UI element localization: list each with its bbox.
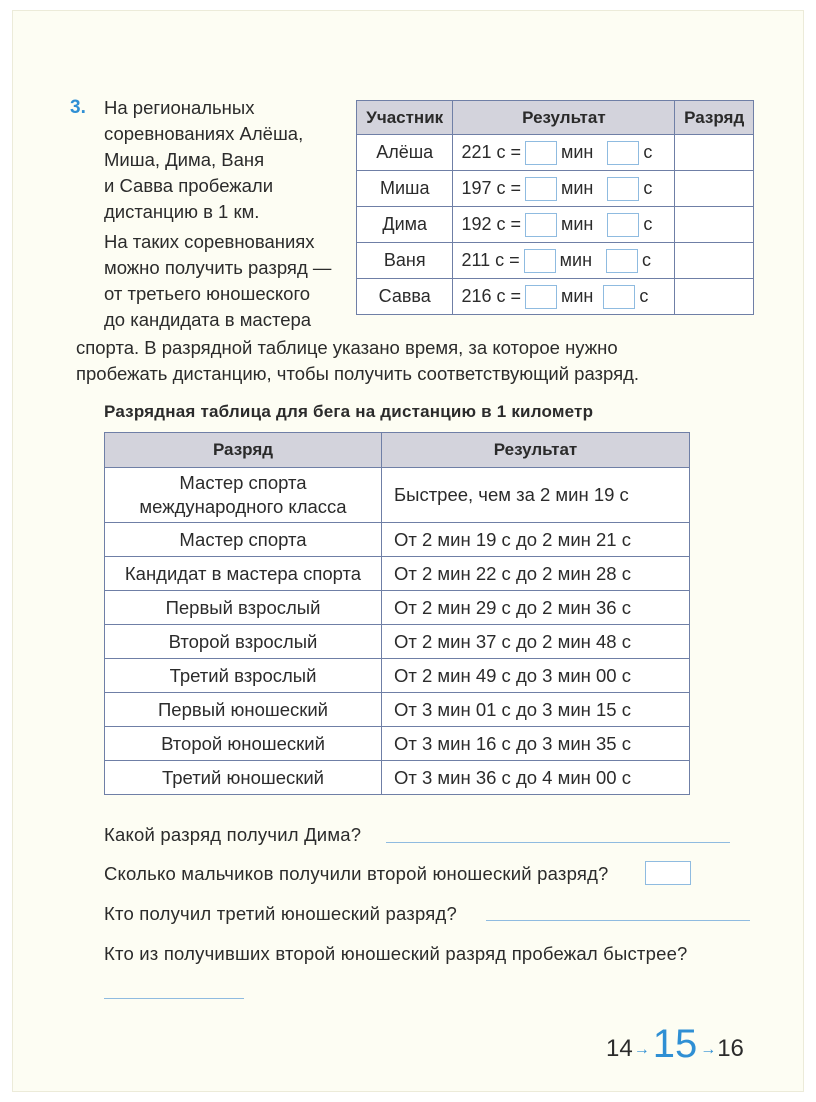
rank-result: От 3 мин 16 с до 3 мин 35 с <box>382 727 690 761</box>
intro-line: На региональных <box>104 97 255 118</box>
arrow-right-icon: → <box>633 1041 650 1058</box>
question-3: Кто получил третий юношеский разряд? <box>104 903 457 924</box>
participants-header-row <box>357 101 754 135</box>
participant-name: Миша <box>357 171 453 207</box>
intro-line: На таких соревнованиях <box>104 231 315 252</box>
table-row <box>357 171 754 207</box>
rank-name-line: Мастер спорта <box>179 472 307 493</box>
table-row <box>105 727 690 761</box>
sec-label: с <box>643 214 653 234</box>
header-rank: Разряд <box>105 433 382 468</box>
seconds-value: 197 с = <box>461 178 521 198</box>
sec-label: с <box>643 142 653 162</box>
rank-header-row <box>105 433 690 468</box>
intro-line: можно получить разряд — <box>104 257 332 278</box>
task-number: 3. <box>70 97 86 118</box>
intro-line: до кандидата в мастера <box>104 309 312 330</box>
rank-result: От 2 мин 37 с до 2 мин 48 с <box>382 625 690 659</box>
sec-label: с <box>643 178 653 198</box>
next-page-number[interactable]: 16 <box>717 1035 744 1062</box>
rank-input-cell[interactable] <box>675 279 754 315</box>
sec-label: с <box>642 250 652 270</box>
table-row <box>105 557 690 591</box>
rank-input-cell[interactable] <box>675 171 754 207</box>
rank-result: От 3 мин 01 с до 3 мин 15 с <box>382 693 690 727</box>
table-row <box>357 207 754 243</box>
prev-page-number[interactable]: 14 <box>606 1035 633 1062</box>
header-participant: Участник <box>357 101 453 135</box>
table-row <box>105 693 690 727</box>
rank-table-title: Разрядная таблица для бега на дистанцию в 1 километр <box>104 402 594 421</box>
rank-name: Кандидат в мастера спорта <box>105 557 382 591</box>
rank-result: От 2 мин 49 с до 3 мин 00 с <box>382 659 690 693</box>
current-page-number: 15 <box>652 1022 698 1066</box>
question-4: Кто из получивших второй юношеский разряд пробежал быстрее? <box>104 943 688 964</box>
rank-input-cell[interactable] <box>675 207 754 243</box>
text-line: пробежать дистанцию, чтобы получить соответствующий разряд. <box>76 363 640 384</box>
table-row <box>357 279 754 315</box>
seconds-input-box[interactable] <box>607 177 639 201</box>
min-label: мин <box>560 286 594 306</box>
minutes-input-box[interactable] <box>525 213 557 237</box>
answer-line-1[interactable] <box>386 842 730 843</box>
participant-name: Ваня <box>357 243 453 279</box>
question-1: Какой разряд получил Дима? <box>104 824 362 845</box>
rank-name <box>105 468 382 523</box>
arrow-right-icon: → <box>700 1041 717 1058</box>
seconds-input-box[interactable] <box>606 249 638 273</box>
minutes-input-box[interactable] <box>524 249 556 273</box>
answer-box-2[interactable] <box>645 861 691 885</box>
rank-name: Первый юношеский <box>105 693 382 727</box>
result-cell <box>453 171 675 207</box>
rank-result: От 2 мин 22 с до 2 мин 28 с <box>382 557 690 591</box>
text-line: спорта. В разрядной таблице указано время, за которое нужно <box>76 337 618 358</box>
sec-label: с <box>639 286 649 306</box>
min-label: мин <box>560 178 594 198</box>
table-row <box>105 625 690 659</box>
participant-name: Дима <box>357 207 453 243</box>
table-row <box>105 659 690 693</box>
seconds-input-box[interactable] <box>607 141 639 165</box>
rank-result: От 3 мин 36 с до 4 мин 00 с <box>382 761 690 795</box>
table-row <box>357 135 754 171</box>
pagination <box>606 1018 744 1064</box>
intro-line: дистанцию в 1 км. <box>104 201 260 222</box>
rank-name: Мастер спорта <box>105 523 382 557</box>
intro-line: и Савва пробежали <box>104 175 274 196</box>
table-row <box>105 761 690 795</box>
seconds-value: 221 с = <box>461 142 521 162</box>
rank-name-line: международного класса <box>139 496 347 517</box>
rank-input-cell[interactable] <box>675 135 754 171</box>
rank-result: Быстрее, чем за 2 мин 19 с <box>382 468 690 523</box>
rank-result: От 2 мин 29 с до 2 мин 36 с <box>382 591 690 625</box>
table-row <box>357 243 754 279</box>
intro-line: от третьего юношеского <box>104 283 311 304</box>
seconds-value: 211 с = <box>461 250 520 270</box>
rank-name: Второй юношеский <box>105 727 382 761</box>
table-row <box>105 591 690 625</box>
result-cell <box>453 135 675 171</box>
rank-name: Третий юношеский <box>105 761 382 795</box>
seconds-input-box[interactable] <box>607 213 639 237</box>
minutes-input-box[interactable] <box>525 285 557 309</box>
table-row <box>105 523 690 557</box>
participant-name: Савва <box>357 279 453 315</box>
header-rank: Разряд <box>675 101 754 135</box>
min-label: мин <box>559 250 593 270</box>
min-label: мин <box>560 142 594 162</box>
rank-result: От 2 мин 19 с до 2 мин 21 с <box>382 523 690 557</box>
header-result: Результат <box>382 433 690 468</box>
rank-table <box>104 432 690 795</box>
question-2: Сколько мальчиков получили второй юношеский разряд? <box>104 863 609 884</box>
participants-table <box>356 100 754 315</box>
answer-line-3[interactable] <box>486 920 750 921</box>
seconds-value: 216 с = <box>461 286 521 306</box>
result-cell <box>453 279 675 315</box>
rank-name: Первый взрослый <box>105 591 382 625</box>
minutes-input-box[interactable] <box>525 141 557 165</box>
header-result: Результат <box>453 101 675 135</box>
seconds-input-box[interactable] <box>603 285 635 309</box>
intro-line: соревнованиях Алёша, <box>104 123 304 144</box>
result-cell <box>453 207 675 243</box>
participant-name: Алёша <box>357 135 453 171</box>
result-cell <box>453 243 675 279</box>
rank-name: Третий взрослый <box>105 659 382 693</box>
table-row <box>105 468 690 523</box>
intro-line: Миша, Дима, Ваня <box>104 149 265 170</box>
rank-name: Второй взрослый <box>105 625 382 659</box>
seconds-value: 192 с = <box>461 214 521 234</box>
min-label: мин <box>560 214 594 234</box>
rank-input-cell[interactable] <box>675 243 754 279</box>
answer-line-4[interactable] <box>104 998 244 999</box>
minutes-input-box[interactable] <box>525 177 557 201</box>
